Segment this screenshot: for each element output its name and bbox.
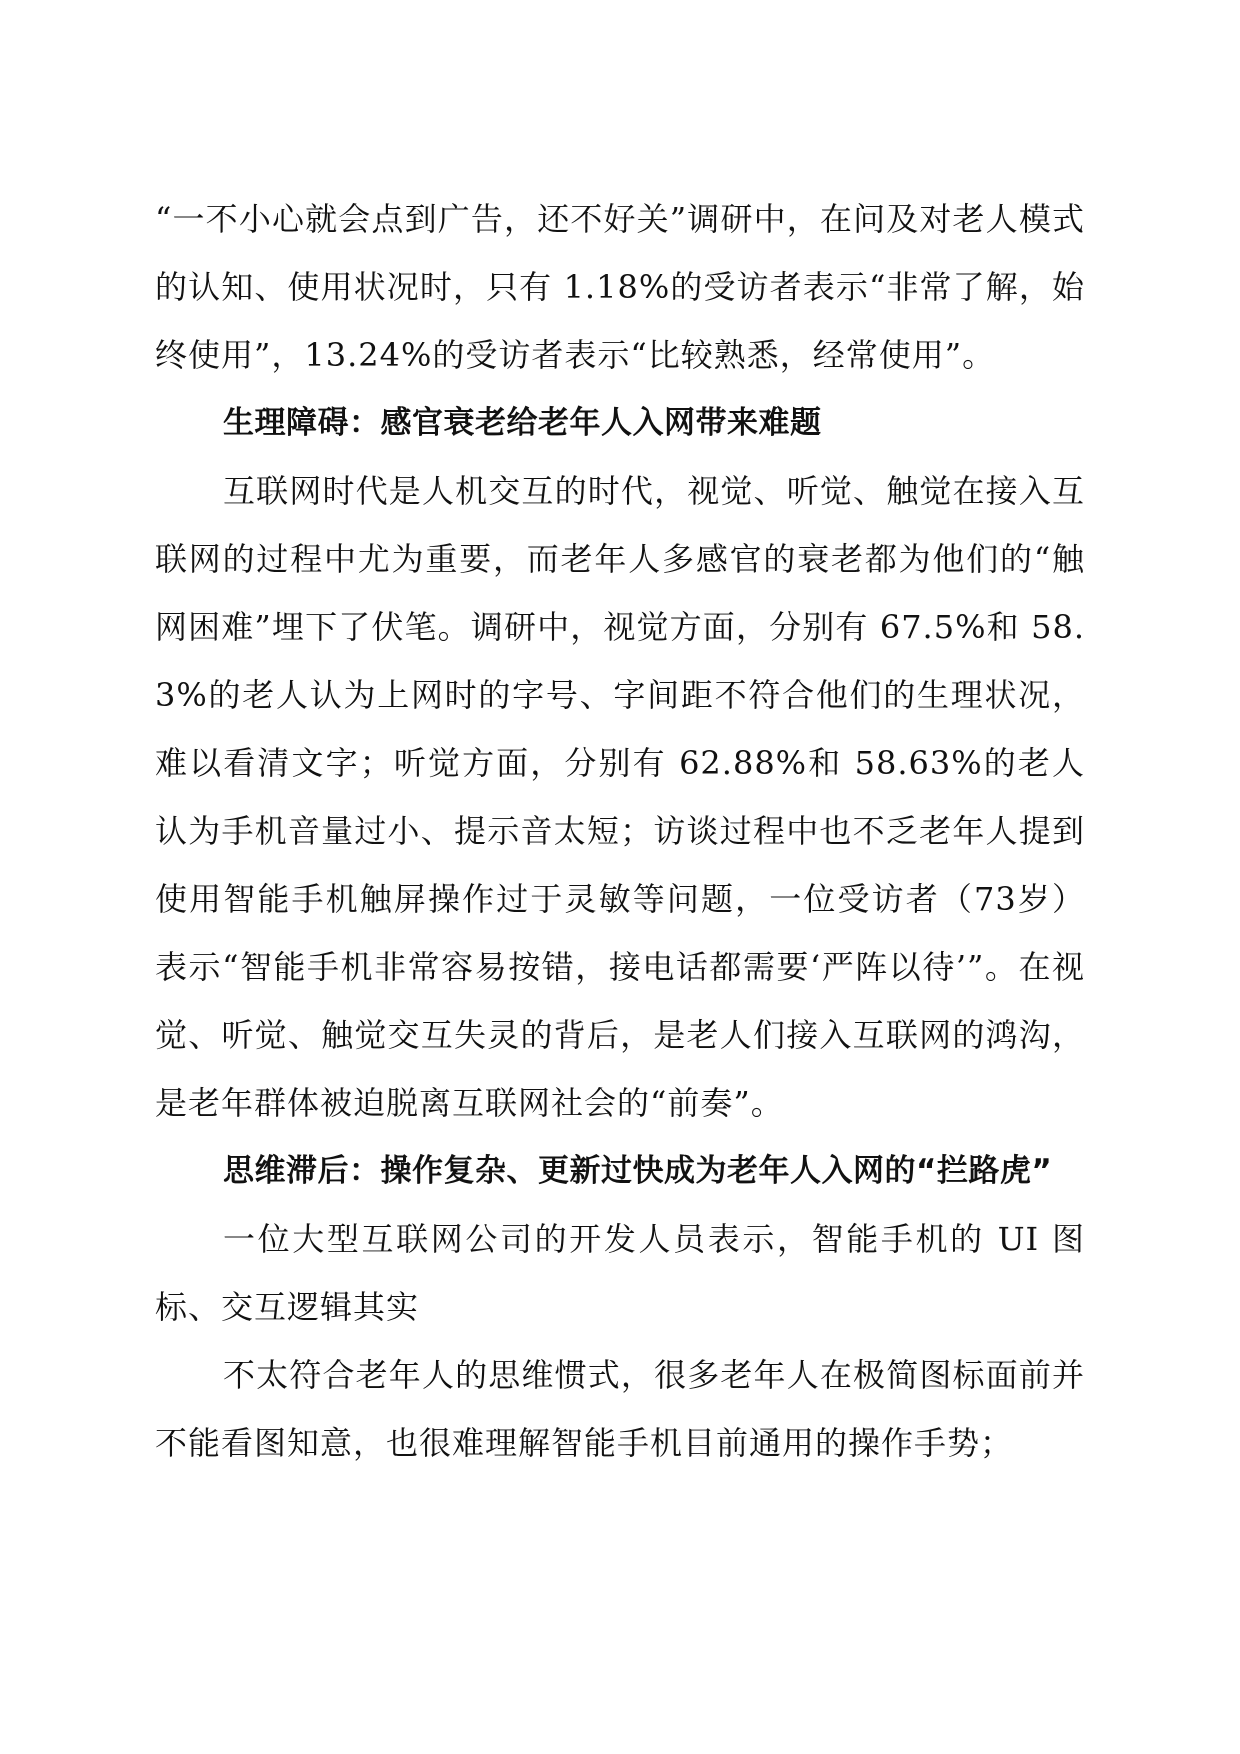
section-heading-physiological-barriers: 生理障碍：感官衰老给老年人入网带来难题 [223, 405, 822, 441]
document-body [155, 185, 1085, 1477]
paragraph-elderly-mode-awareness: “一不小心就会点到广告，还不好关”调研中，在问及对老人模式的认知、使用状况时，只有 1.18%的受访者表示“非常了解，始终使用”，13.24%的受访者表示“比较熟悉，经常使用”。 [155, 200, 1085, 374]
paragraph-developer-statement: 一位大型互联网公司的开发人员表示，智能手机的 UI 图标、交互逻辑其实 [155, 1220, 1085, 1326]
section-heading-cognitive-lag: 思维滞后：操作复杂、更新过快成为老年人入网的“拦路虎” [223, 1153, 1053, 1189]
paragraph-thinking-habits: 不太符合老年人的思维惯式，很多老年人在极简图标面前并不能看图知意，也很难理解智能手机目前通用的操作手势； [155, 1356, 1085, 1462]
paragraph-sensory-decline: 互联网时代是人机交互的时代，视觉、听觉、触觉在接入互联网的过程中尤为重要，而老年人多感官的衰老都为他们的“触网困难”埋下了伏笔。调研中，视觉方面，分别有 67.5%和 58.3%的老人认为上网时的字号、字间距不符合他们的生理状况，难以看清文字；听觉方面，分别有 62.88%和 58.63%的老人认为手机音量过小、提示音太短；访谈过程中也不乏老年人提到使用智能手机触屏操作过于灵敏等问题，一位受访者（73岁）表示“智能手机非常容易按错，接电话都需要‘严阵以待’”。在视觉、听觉、触觉交互失灵的背后，是老人们接入互联网的鸿沟，是老年群体被迫脱离互联网社会的“前奏”。 [155, 472, 1085, 1122]
